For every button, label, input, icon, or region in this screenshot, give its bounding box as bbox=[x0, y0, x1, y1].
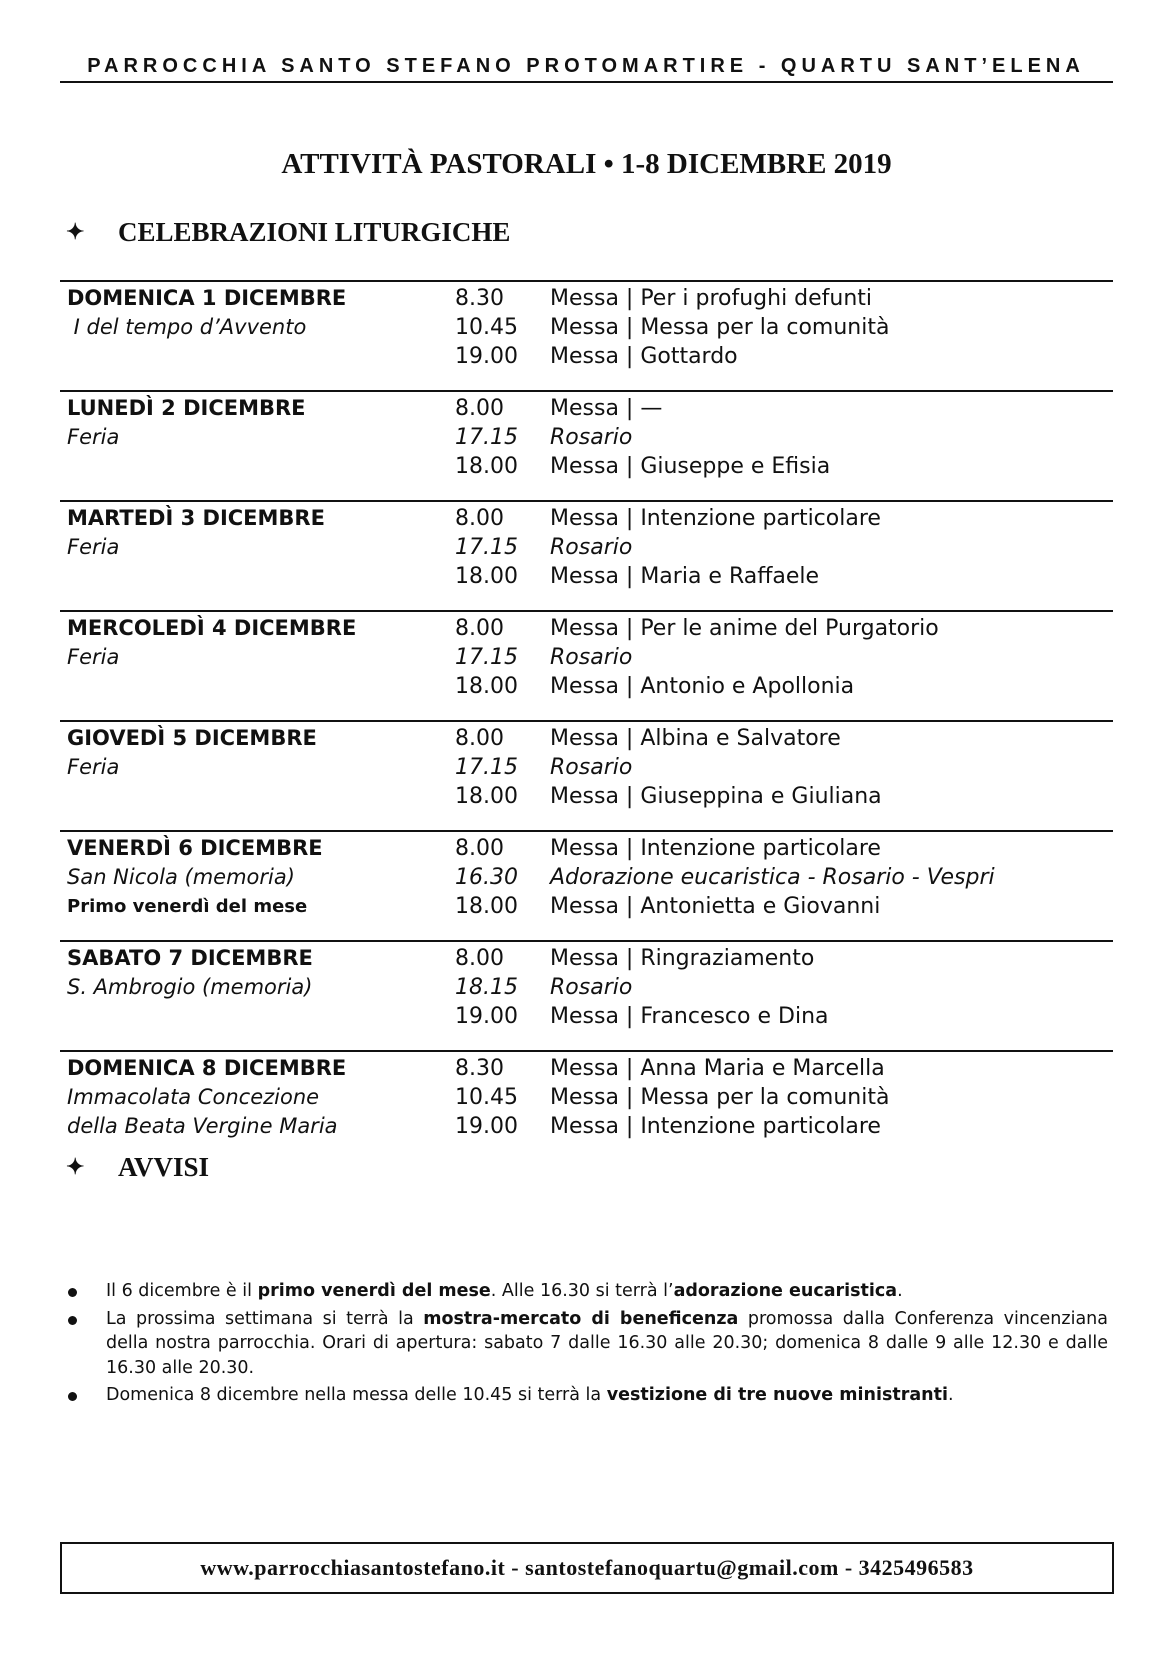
day-name: SABATO 7 DICEMBRE bbox=[67, 946, 313, 970]
day-name: DOMENICA 8 DICEMBRE bbox=[67, 1056, 347, 1080]
event-description: Messa | Intenzione particolare bbox=[550, 506, 881, 531]
page-title: ATTIVITÀ PASTORALI • 1-8 DICEMBRE 2019 bbox=[281, 148, 892, 180]
event-description: Messa | Messa per la comunità bbox=[550, 1085, 890, 1110]
schedule-row bbox=[60, 863, 1113, 892]
notice-highlight: mostra-mercato di beneficenza bbox=[423, 1308, 739, 1329]
event-time: 16.30 bbox=[455, 865, 518, 890]
event-time: 17.15 bbox=[455, 645, 518, 670]
day-extra bbox=[60, 452, 455, 481]
day-subtitle: Feria bbox=[67, 645, 120, 669]
event-time: 18.00 bbox=[455, 674, 518, 699]
event-description: Rosario bbox=[550, 645, 633, 670]
notices-heading-text: AVVISI bbox=[118, 1152, 210, 1182]
event-time: 8.30 bbox=[455, 1056, 504, 1081]
notice-highlight: vestizione di tre nuove ministranti bbox=[606, 1385, 949, 1405]
schedule-row bbox=[60, 782, 1113, 811]
event-description: Messa | Per le anime del Purgatorio bbox=[550, 616, 939, 641]
schedule-row bbox=[60, 562, 1113, 591]
day-extra: Primo venerdì del mese bbox=[67, 896, 308, 917]
event-description: Rosario bbox=[550, 535, 633, 560]
footer-contacts: www.parrocchiasantostefano.it - santostefanoquartu@gmail.com - 3425496583 bbox=[60, 1542, 1114, 1594]
notice-text: Il 6 dicembre è il bbox=[106, 1281, 258, 1301]
day-name: LUNEDÌ 2 DICEMBRE bbox=[67, 396, 306, 420]
event-description: Messa | — bbox=[550, 396, 663, 421]
event-description: Rosario bbox=[550, 425, 633, 450]
event-description: Adorazione eucaristica - Rosario - Vespri bbox=[550, 865, 995, 890]
event-description: Messa | Antonio e Apollonia bbox=[550, 674, 855, 699]
day-extra bbox=[60, 1002, 455, 1031]
event-time: 19.00 bbox=[455, 1004, 518, 1029]
notice-item bbox=[68, 1383, 1108, 1408]
schedule-row bbox=[60, 342, 1113, 371]
notice-text: promossa dalla Conferenza vincenziana della nostra parrocchia. Orari di apertura: sabato 7 dalle 16.30 alle 20.30; domenica 8 dalle 9 alle 12.30 e dalle 16.30 alle 20.30. bbox=[106, 1308, 1108, 1378]
event-description: Messa | Antonietta e Giovanni bbox=[550, 894, 881, 919]
event-description: Messa | Messa per la comunità bbox=[550, 315, 890, 340]
event-time: 8.30 bbox=[455, 286, 504, 311]
event-description: Messa | Per i profughi defunti bbox=[550, 286, 873, 311]
event-description: Messa | Giuseppina e Giuliana bbox=[550, 784, 882, 809]
schedule-row bbox=[60, 284, 1113, 313]
day-block bbox=[60, 500, 1113, 591]
notice-text: Domenica 8 dicembre nella messa delle 10.45 si terrà la bbox=[106, 1385, 607, 1405]
schedule-row bbox=[60, 1054, 1113, 1083]
day-subtitle: S. Ambrogio (memoria) bbox=[67, 975, 313, 999]
event-time: 19.00 bbox=[455, 1114, 518, 1139]
notice-text: . Alle 16.30 si terrà l’ bbox=[490, 1281, 674, 1301]
event-description: Messa | Gottardo bbox=[550, 344, 738, 369]
day-name: VENERDÌ 6 DICEMBRE bbox=[67, 836, 323, 860]
event-time: 19.00 bbox=[455, 344, 518, 369]
schedule-row bbox=[60, 423, 1113, 452]
notice-text: . bbox=[897, 1281, 903, 1301]
event-description: Messa | Intenzione particolare bbox=[550, 836, 881, 861]
star-icon: ✦ bbox=[66, 219, 85, 244]
event-description: Messa | Albina e Salvatore bbox=[550, 726, 841, 751]
day-name: GIOVEDÌ 5 DICEMBRE bbox=[67, 726, 317, 750]
event-description: Messa | Maria e Raffaele bbox=[550, 564, 820, 589]
day-name: DOMENICA 1 DICEMBRE bbox=[67, 286, 347, 310]
bullet-icon bbox=[68, 1316, 77, 1325]
day-block bbox=[60, 720, 1113, 811]
event-time: 8.00 bbox=[455, 836, 504, 861]
day-block bbox=[60, 280, 1113, 371]
event-time: 10.45 bbox=[455, 315, 518, 340]
day-extra: della Beata Vergine Maria bbox=[67, 1114, 338, 1138]
event-description: Rosario bbox=[550, 975, 633, 1000]
schedule-row bbox=[60, 724, 1113, 753]
event-time: 17.15 bbox=[455, 755, 518, 780]
event-time: 8.00 bbox=[455, 946, 504, 971]
day-block bbox=[60, 940, 1113, 1031]
event-time: 18.00 bbox=[455, 894, 518, 919]
event-time: 18.00 bbox=[455, 454, 518, 479]
day-block bbox=[60, 390, 1113, 481]
schedule-row bbox=[60, 643, 1113, 672]
day-subtitle: Feria bbox=[67, 535, 120, 559]
schedule-row bbox=[60, 394, 1113, 423]
schedule-row bbox=[60, 313, 1113, 342]
event-time: 8.00 bbox=[455, 726, 504, 751]
day-subtitle: Immacolata Concezione bbox=[67, 1085, 320, 1109]
event-time: 10.45 bbox=[455, 1085, 518, 1110]
notice-text: La prossima settimana si terrà la bbox=[106, 1308, 424, 1329]
star-icon: ✦ bbox=[66, 1154, 85, 1179]
schedule-row bbox=[60, 973, 1113, 1002]
schedule-table bbox=[60, 280, 1113, 1160]
bullet-icon bbox=[68, 1392, 77, 1401]
notices-section-heading bbox=[66, 1152, 209, 1183]
notice-item bbox=[68, 1279, 1108, 1304]
event-description: Rosario bbox=[550, 755, 633, 780]
event-description: Messa | Anna Maria e Marcella bbox=[550, 1056, 885, 1081]
schedule-row bbox=[60, 452, 1113, 481]
schedule-row bbox=[60, 1002, 1113, 1031]
schedule-row bbox=[60, 1112, 1113, 1141]
day-block bbox=[60, 830, 1113, 921]
event-time: 8.00 bbox=[455, 396, 504, 421]
day-extra bbox=[60, 672, 455, 701]
notices-list bbox=[68, 1279, 1108, 1411]
schedule-row bbox=[60, 533, 1113, 562]
day-block bbox=[60, 1050, 1113, 1141]
event-time: 18.00 bbox=[455, 784, 518, 809]
schedule-row bbox=[60, 834, 1113, 863]
day-subtitle: San Nicola (memoria) bbox=[67, 865, 295, 889]
day-extra bbox=[60, 342, 455, 371]
celebrations-heading-text: CELEBRAZIONI LITURGICHE bbox=[118, 217, 511, 247]
celebrations-section-heading bbox=[66, 217, 510, 248]
bullet-icon bbox=[68, 1288, 77, 1297]
schedule-row bbox=[60, 504, 1113, 533]
event-time: 8.00 bbox=[455, 506, 504, 531]
notice-highlight: adorazione eucaristica bbox=[673, 1281, 898, 1301]
schedule-row bbox=[60, 672, 1113, 701]
event-description: Messa | Giuseppe e Efisia bbox=[550, 454, 831, 479]
schedule-row bbox=[60, 614, 1113, 643]
header-rule bbox=[60, 81, 1113, 83]
schedule-row bbox=[60, 892, 1113, 921]
notice-text: . bbox=[948, 1385, 954, 1405]
event-description: Messa | Intenzione particolare bbox=[550, 1114, 881, 1139]
event-description: Messa | Ringraziamento bbox=[550, 946, 815, 971]
day-subtitle: Feria bbox=[67, 425, 120, 449]
event-time: 17.15 bbox=[455, 425, 518, 450]
day-subtitle: I del tempo d’Avvento bbox=[67, 315, 307, 339]
event-time: 17.15 bbox=[455, 535, 518, 560]
notice-item bbox=[68, 1307, 1108, 1381]
day-name: MERCOLEDÌ 4 DICEMBRE bbox=[67, 616, 357, 640]
day-extra bbox=[60, 782, 455, 811]
event-time: 8.00 bbox=[455, 616, 504, 641]
day-extra bbox=[60, 562, 455, 591]
schedule-row bbox=[60, 944, 1113, 973]
event-description: Messa | Francesco e Dina bbox=[550, 1004, 829, 1029]
event-time: 18.15 bbox=[455, 975, 518, 1000]
day-block bbox=[60, 610, 1113, 701]
notice-highlight: primo venerdì del mese bbox=[257, 1281, 491, 1301]
schedule-row bbox=[60, 753, 1113, 782]
day-subtitle: Feria bbox=[67, 755, 120, 779]
event-time: 18.00 bbox=[455, 564, 518, 589]
schedule-row bbox=[60, 1083, 1113, 1112]
parish-header: PARROCCHIA SANTO STEFANO PROTOMARTIRE - QUARTU SANT’ELENA bbox=[87, 55, 1085, 77]
day-name: MARTEDÌ 3 DICEMBRE bbox=[67, 506, 325, 530]
